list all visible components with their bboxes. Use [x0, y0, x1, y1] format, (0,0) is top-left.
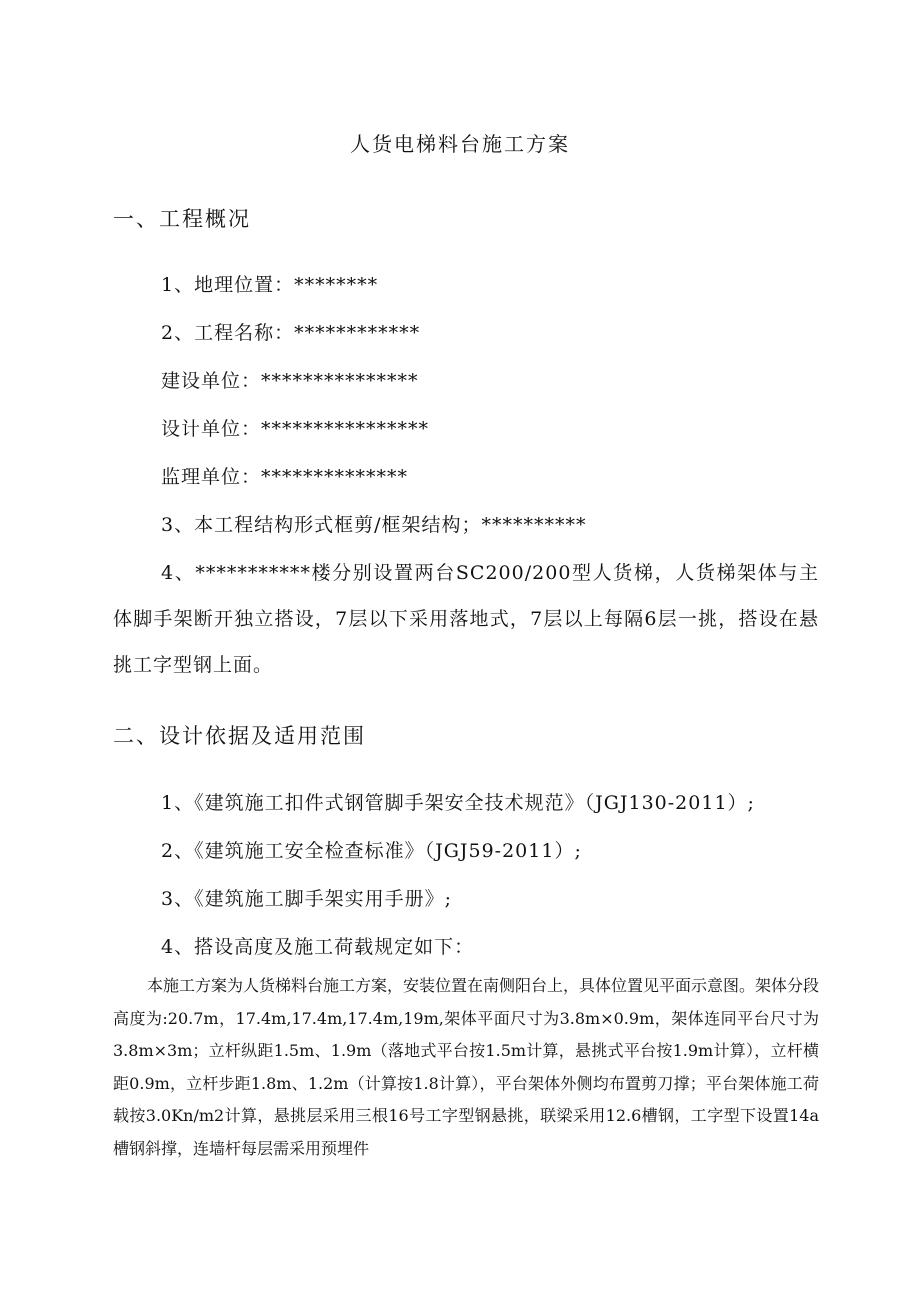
- item-construction-unit: 建设单位：***************: [161, 370, 419, 392]
- item-safety-standard: 2、《建筑施工安全检查标准》（JGJ59-2011）;: [161, 840, 582, 862]
- section-heading-design-basis: 二、设计依据及适用范围: [113, 724, 366, 748]
- item-design-unit: 设计单位：****************: [161, 418, 430, 440]
- item-location: 1、地理位置：********: [161, 274, 379, 296]
- item-scaffold-code: 1、《建筑施工扣件式钢管脚手架安全技术规范》（JGJ130-2011）;: [161, 792, 755, 814]
- item-supervision-unit: 监理单位：**************: [161, 466, 409, 488]
- item-scaffold-handbook: 3、《建筑施工脚手架实用手册》;: [161, 888, 452, 910]
- item-structure-form: 3、本工程结构形式框剪/框架结构；**********: [161, 514, 587, 536]
- paragraph-elevator-setup: 4、***********楼分别设置两台SC200/200型人货梯，人货梯架体与主体脚手架断开独立搭设，7层以下采用落地式，7层以上每隔6层一挑，搭设在悬挑工字型钢上面。: [113, 562, 819, 676]
- section-heading-overview: 一、工程概况: [113, 207, 251, 231]
- document-title: 人货电梯料台施工方案: [350, 132, 570, 156]
- paragraph-platform-details: 本施工方案为人货梯料台施工方案，安装位置在南侧阳台上，具体位置见平面示意图。架体分段高度为:20.7m，17.4m,17.4m,17.4m,19m,架体平面尺寸为3.8m×0.9m，架体连同平台尺寸为3.8m×3m；立杆纵距1.5m、1.9m（落地式平台按1.5m计算，悬挑式平台按1.9m计算），立杆横距0.9m，立杆步距1.8m、1.2m（计算按1.8计算），平台架体外侧均布置剪刀撑；平台架体施工荷载按3.0Kn/m2计算，悬挑层采用三根16号工字型钢悬挑，联梁采用12.6槽钢，工字型下设置14a槽钢斜撑，连墙杆每层需采用预埋件: [113, 976, 820, 1158]
- item-project-name: 2、工程名称：************: [161, 322, 421, 344]
- item-height-load: 4、搭设高度及施工荷载规定如下：: [161, 936, 475, 958]
